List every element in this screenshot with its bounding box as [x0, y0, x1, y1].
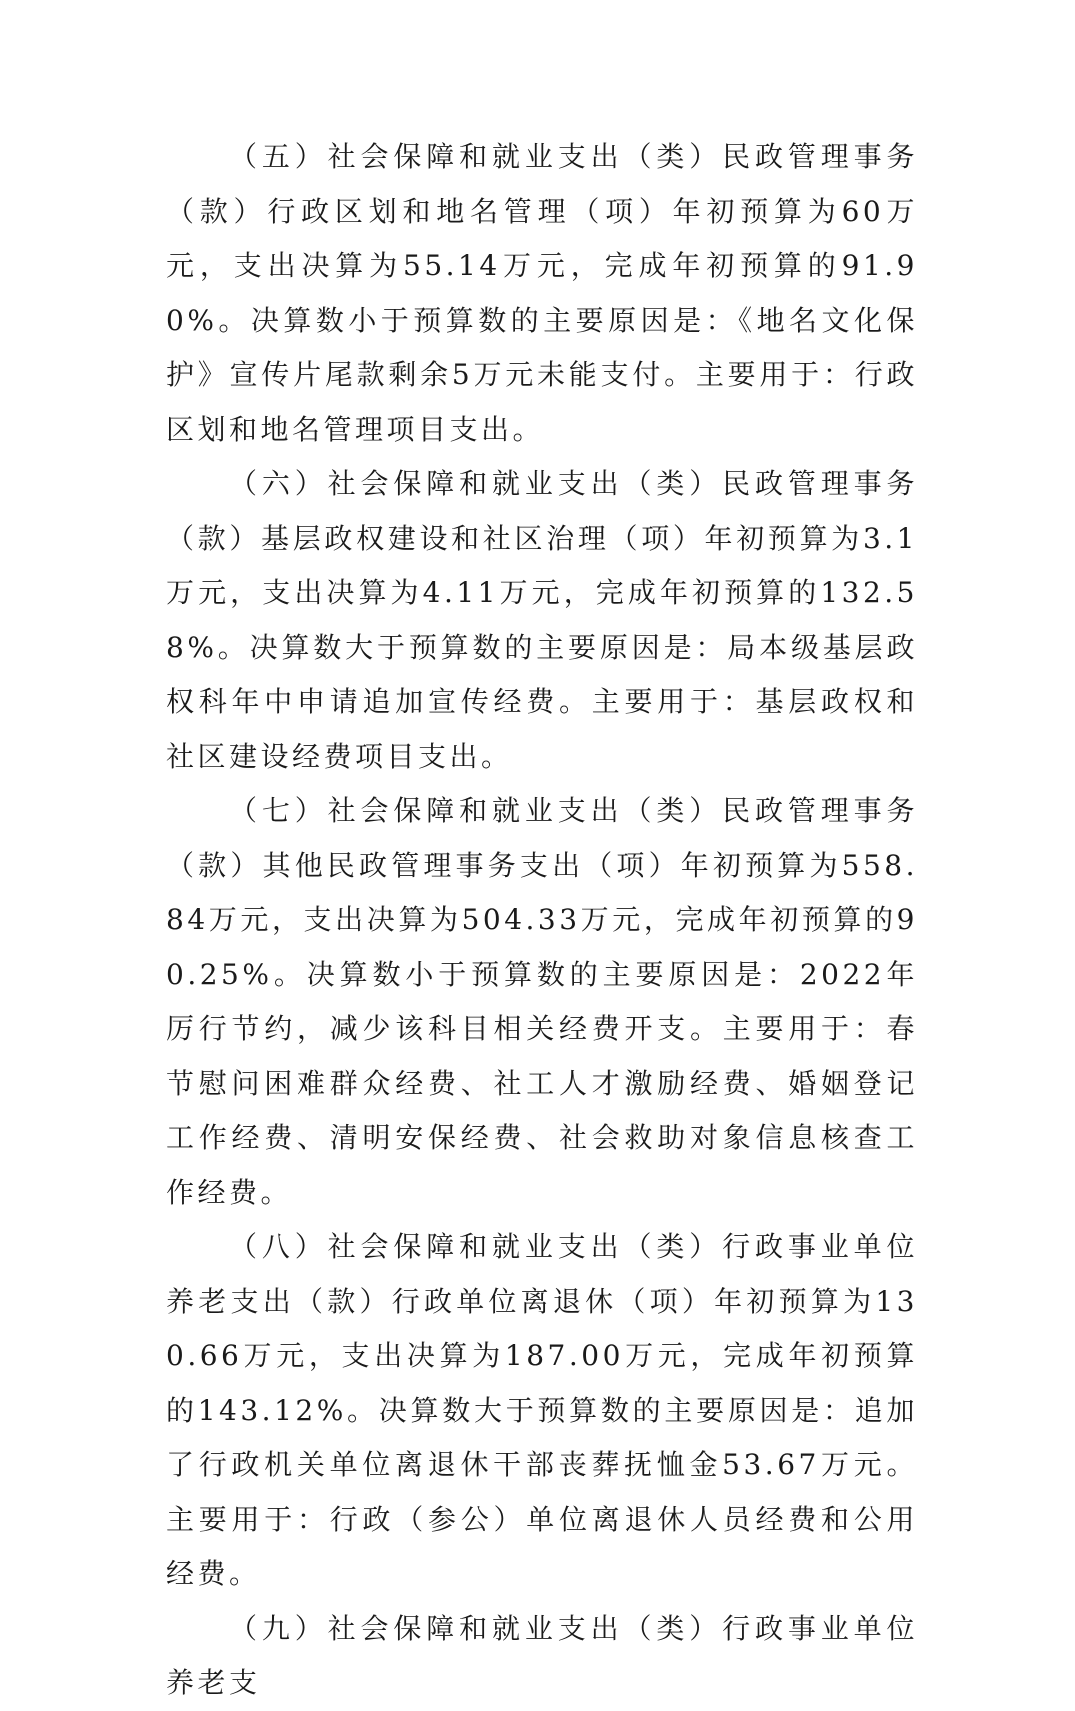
paragraph-section-8: （八）社会保障和就业支出（类）行政事业单位养老支出（款）行政单位离退休（项）年初预算为130.66万元，支出决算为187.00万元，完成年初预算的143.12%。决算数大于预算数的主要原因是：追加了行政机关单位离退休干部丧葬抚恤金53.67万元。主要用于：行政（参公）单位离退休人员经费和公用经费。: [166, 1230, 918, 1590]
paragraph-section-7: （七）社会保障和就业支出（类）民政管理事务（款）其他民政管理事务支出（项）年初预算为558.84万元，支出决算为504.33万元，完成年初预算的90.25%。决算数小于预算数的主要原因是：2022年厉行节约，减少该科目相关经费开支。主要用于：春节慰问困难群众经费、社工人才激励经费、婚姻登记工作经费、清明安保经费、社会救助对象信息核查工作经费。: [166, 794, 918, 1209]
document-body: [166, 130, 918, 1711]
paragraph-section-6: （六）社会保障和就业支出（类）民政管理事务（款）基层政权建设和社区治理（项）年初预算为3.1万元，支出决算为4.11万元，完成年初预算的132.58%。决算数大于预算数的主要原因是：局本级基层政权科年中申请追加宣传经费。主要用于：基层政权和社区建设经费项目支出。: [166, 467, 918, 773]
paragraph-section-9: （九）社会保障和就业支出（类）行政事业单位养老支: [166, 1611, 918, 1699]
paragraph-section-5: （五）社会保障和就业支出（类）民政管理事务（款）行政区划和地名管理（项）年初预算为60万元，支出决算为55.14万元，完成年初预算的91.90%。决算数小于预算数的主要原因是：《地名文化保护》宣传片尾款剩余5万元未能支付。主要用于：行政区划和地名管理项目支出。: [166, 140, 918, 446]
